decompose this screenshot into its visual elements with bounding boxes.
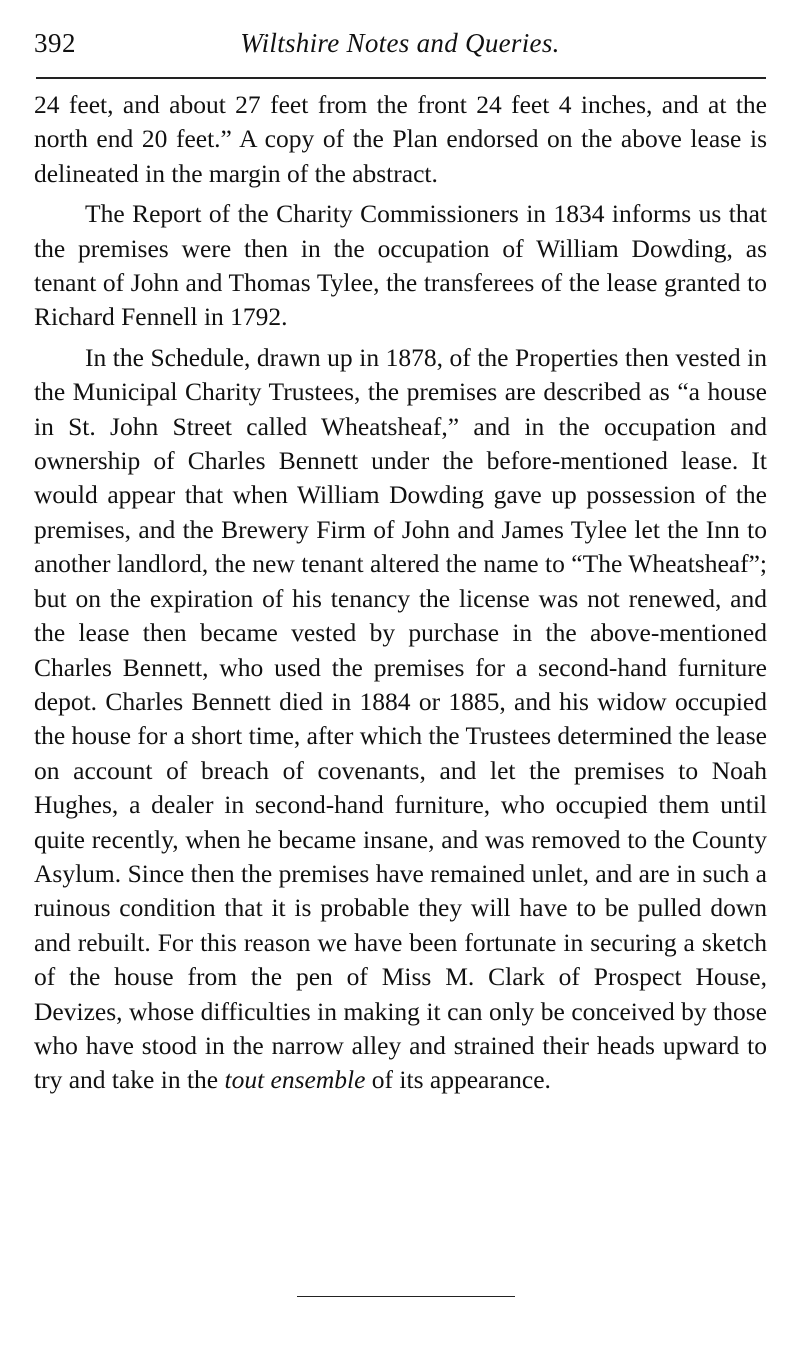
closing-text: of its appearance. — [365, 1065, 551, 1095]
running-title: Wiltshire Notes and Queries. — [240, 28, 560, 58]
page-header — [34, 22, 766, 62]
paragraph-charity-report: The Report of the Charity Commissioners in 1834 informs us that the premises were then in the occupation of William Dowding, as tenant of John and Thomas Tylee, the transferees of the lease granted to Richard Fennell in 1792. — [34, 199, 767, 332]
body-text — [34, 88, 767, 1098]
header-rule — [36, 77, 766, 79]
paragraph-schedule — [34, 341, 767, 1098]
italic-phrase: tout ensemble — [224, 1065, 366, 1095]
paragraph-continued: 24 feet, and about 27 feet from the front 24 feet 4 inches, and at the north end 20 feet.” A copy of the Plan endorsed on the above lease is delineated in the margin of the abstract. — [34, 90, 767, 188]
page-number: 392 — [34, 28, 76, 58]
end-rule — [297, 1296, 515, 1297]
paragraph-schedule-text: In the Schedule, drawn up in 1878, of the Properties then vested in the Municipal Charity Trustees, the premises are described as “a house in St. John Street called Wheatsheaf,” and in the occupation and ownership of Charles Bennett under the before-mentioned lease. It would appear that when William Dowding gave up possession of the premises, and the Brewery Firm of John and James Tylee let the Inn to another landlord, the new tenant altered the name to “The Wheatsheaf”; but on the expiration of his tenancy the license was not renewed, and the lease then became vested by purchase in the above-mentioned Charles Bennett, who used the premises for a second-hand furniture depot. Charles Bennett died in 1884 or 1885, and his widow occupied the house for a short time, after which the Trustees determined the lease on account of breach of covenants, and let the premises to Noah Hughes, a dealer in second-hand furniture, who occupied them until quite recently, when he became insane, and was removed to the County Asylum. Since then the premises have remained unlet, and are in such a ruinous condition that it is probable they will have to be pulled down and rebuilt. For this reason we have been fortunate in securing a sketch of the house from the pen of Miss M. Clark of Prospect House, Devizes, whose difficulties in making it can only be conceived by those who have stood in the narrow alley and strained their heads upward to try and take in the — [34, 342, 767, 1095]
